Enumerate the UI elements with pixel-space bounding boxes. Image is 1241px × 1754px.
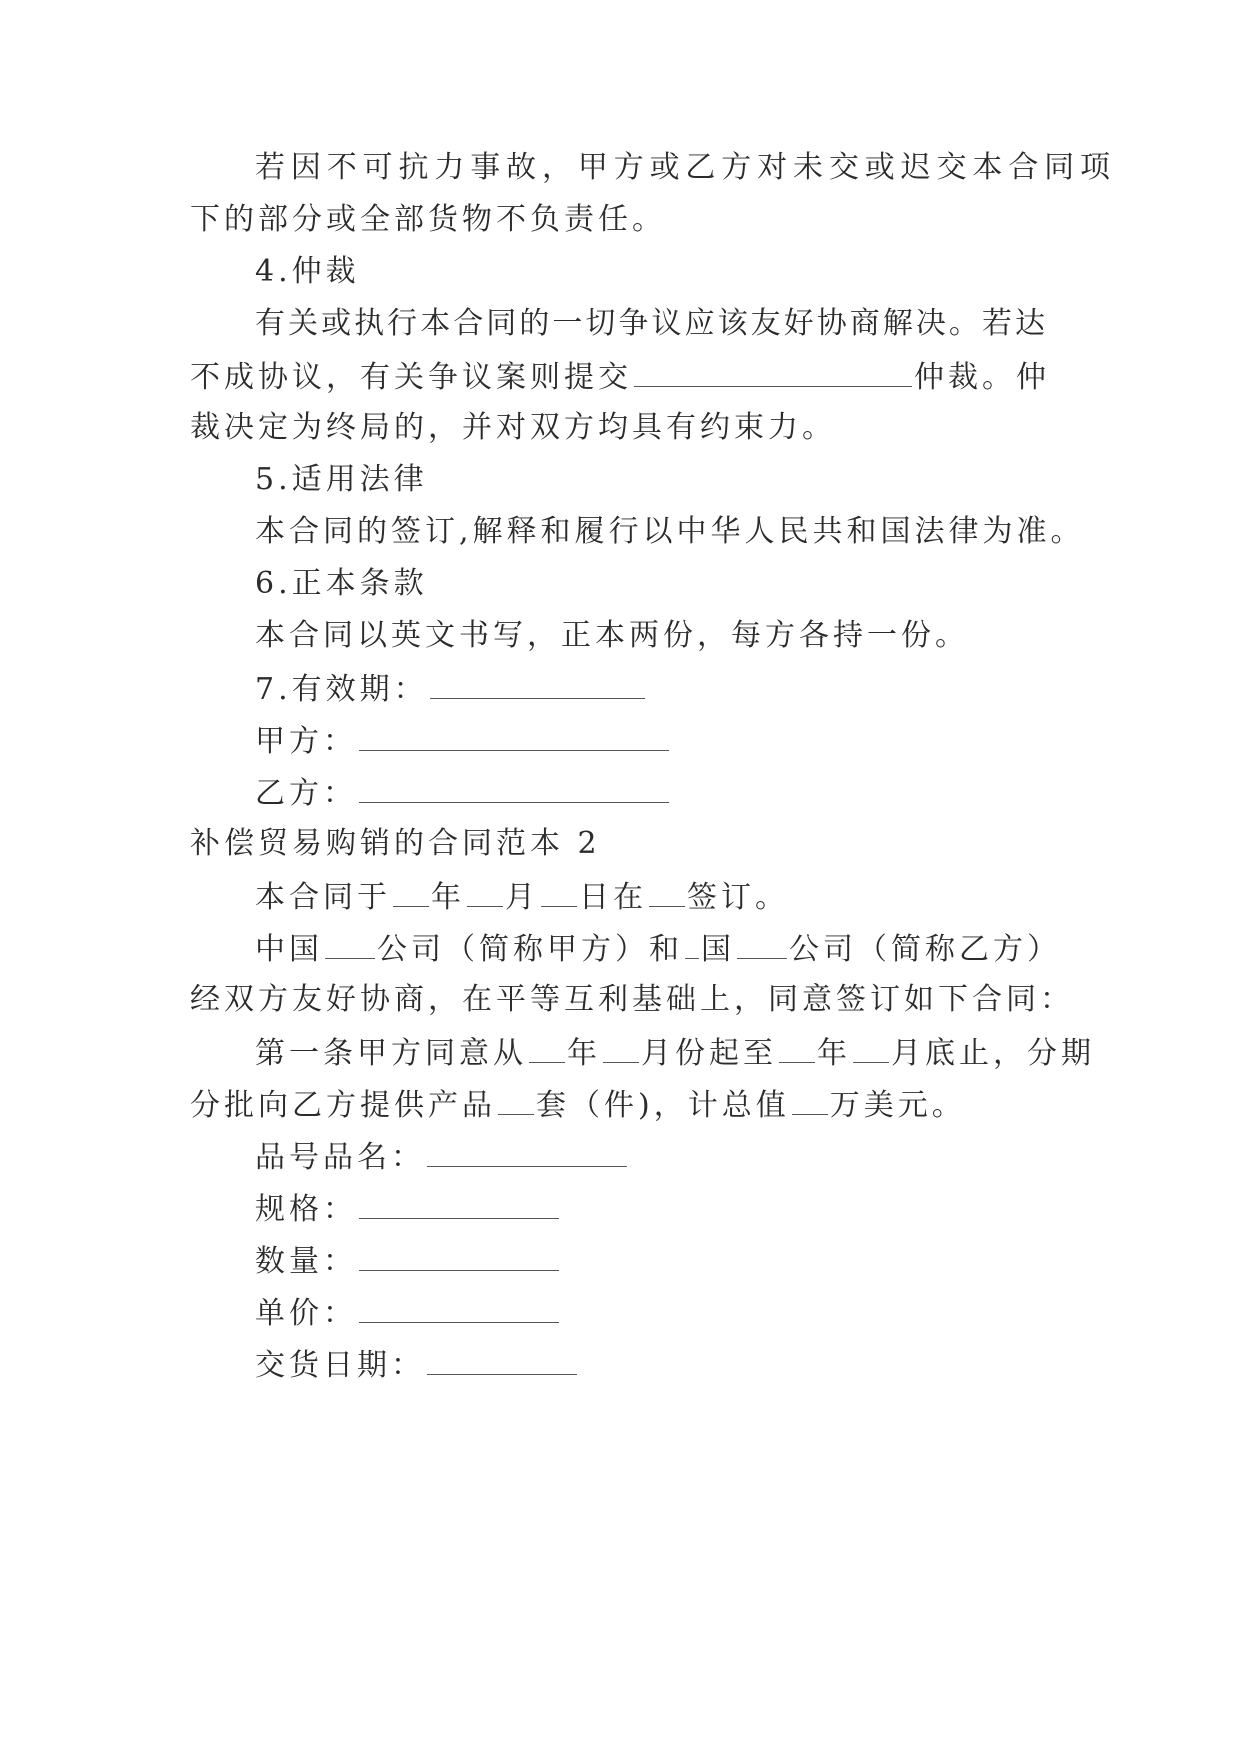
spec-label: 规格： bbox=[255, 1192, 357, 1227]
spec-blank bbox=[359, 1188, 559, 1219]
parties-text-3: 国 bbox=[701, 932, 735, 967]
signing-year-blank bbox=[393, 876, 429, 907]
paragraph-arbitration-line3: 裁决定为终局的，并对双方均具有约束力。 bbox=[190, 410, 836, 445]
arbitration-body-blank bbox=[634, 356, 912, 387]
field-party-a bbox=[255, 720, 671, 762]
signing-day-blank bbox=[541, 876, 577, 907]
validity-label: 7.有效期： bbox=[255, 672, 428, 707]
validity-blank bbox=[430, 668, 645, 699]
section-title: 补偿贸易购销的合同范本 2 bbox=[190, 826, 601, 861]
delivery-date-blank bbox=[427, 1344, 577, 1375]
field-quantity bbox=[255, 1240, 561, 1282]
parties-text-4: 公司（简称乙方） bbox=[789, 932, 1061, 967]
signing-end-label: 签订。 bbox=[687, 880, 789, 915]
field-delivery-date bbox=[255, 1344, 579, 1386]
paragraph-article1-line1 bbox=[255, 1032, 1095, 1074]
signing-month-blank bbox=[467, 876, 503, 907]
art1-sets-blank bbox=[498, 1084, 534, 1115]
paragraph-article1-line2 bbox=[190, 1084, 966, 1126]
art1-end-month-blank bbox=[853, 1032, 889, 1063]
paragraph-originals: 本合同以英文书写，正本两份，每方各持一份。 bbox=[255, 618, 969, 653]
field-item-name bbox=[255, 1136, 629, 1178]
field-party-b bbox=[255, 772, 671, 814]
parties-text-2: 公司（简称甲方）和 bbox=[377, 932, 683, 967]
item-name-label: 品号品名： bbox=[255, 1140, 425, 1175]
heading-originals: 6.正本条款 bbox=[255, 566, 428, 601]
unit-price-blank bbox=[359, 1292, 559, 1323]
arbitration-text-post: 仲裁。仲 bbox=[914, 360, 1050, 395]
art1-text-b: 年 bbox=[567, 1036, 601, 1071]
paragraph-arbitration-line1: 有关或执行本合同的一切争议应该友好协商解决。若达 bbox=[255, 306, 1045, 341]
paragraph-force-majeure-line2: 下的部分或全部货物不负责任。 bbox=[190, 202, 666, 237]
art1-text-d: 年 bbox=[817, 1036, 851, 1071]
party-b-company-blank bbox=[737, 928, 787, 959]
item-name-blank bbox=[427, 1136, 627, 1167]
art1-text-a: 第一条甲方同意从 bbox=[255, 1036, 527, 1071]
signing-month-label: 月 bbox=[505, 880, 539, 915]
art1-text-c: 月份起至 bbox=[641, 1036, 777, 1071]
party-b-blank bbox=[359, 772, 669, 803]
country-blank bbox=[685, 928, 699, 959]
paragraph-signing bbox=[255, 876, 789, 918]
signing-text-1: 本合同于 bbox=[255, 880, 391, 915]
paragraph-force-majeure-line1: 若因不可抗力事故，甲方或乙方对未交或迟交本合同项 bbox=[255, 150, 1110, 185]
art1-text-h: 万美元。 bbox=[829, 1088, 966, 1123]
heading-applicable-law: 5.适用法律 bbox=[255, 462, 428, 497]
paragraph-agreement: 经双方友好协商，在平等互利基础上，同意签订如下合同： bbox=[190, 982, 1074, 1017]
art1-total-blank bbox=[792, 1084, 828, 1115]
heading-arbitration: 4.仲裁 bbox=[255, 254, 360, 289]
signing-place-blank bbox=[649, 876, 685, 907]
arbitration-text-pre: 不成协议，有关争议案则提交 bbox=[190, 360, 632, 395]
party-a-blank bbox=[359, 720, 669, 751]
field-spec bbox=[255, 1188, 561, 1230]
parties-text-1: 中国 bbox=[255, 932, 323, 967]
art1-end-year-blank bbox=[779, 1032, 815, 1063]
art1-text-g: 套（件)，计总值 bbox=[536, 1088, 790, 1123]
art1-text-e: 月底止，分期 bbox=[891, 1036, 1095, 1071]
field-unit-price bbox=[255, 1292, 561, 1334]
party-a-company-blank bbox=[325, 928, 375, 959]
paragraph-arbitration-line2 bbox=[190, 356, 1050, 398]
art1-start-year-blank bbox=[529, 1032, 565, 1063]
unit-price-label: 单价： bbox=[255, 1296, 357, 1331]
signing-day-label: 日在 bbox=[579, 880, 647, 915]
party-a-label: 甲方： bbox=[255, 724, 357, 759]
paragraph-parties bbox=[255, 928, 1061, 970]
field-validity bbox=[255, 668, 647, 710]
paragraph-applicable-law: 本合同的签订,解释和履行以中华人民共和国法律为准。 bbox=[255, 514, 1085, 549]
quantity-blank bbox=[359, 1240, 559, 1271]
delivery-date-label: 交货日期： bbox=[255, 1348, 425, 1383]
quantity-label: 数量： bbox=[255, 1244, 357, 1279]
party-b-label: 乙方： bbox=[255, 776, 357, 811]
art1-text-f: 分批向乙方提供产品 bbox=[190, 1088, 496, 1123]
art1-start-month-blank bbox=[603, 1032, 639, 1063]
signing-year-label: 年 bbox=[431, 880, 465, 915]
